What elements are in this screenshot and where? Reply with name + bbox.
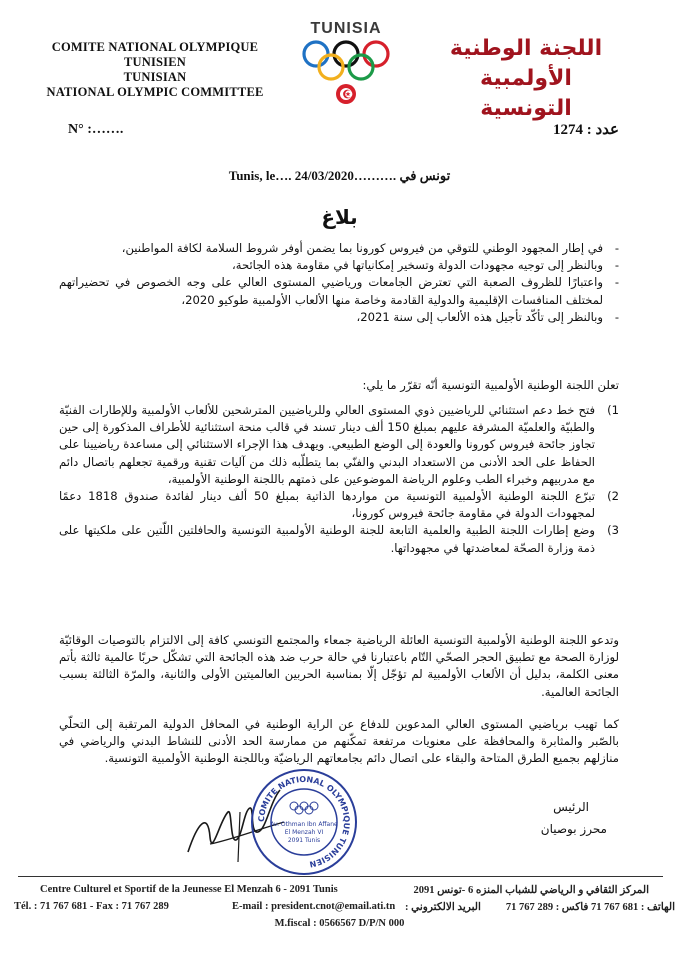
decisions-list: [59, 402, 619, 557]
stamp-address-line1: Av. Othman Ibn Affane: [270, 821, 338, 828]
footer-phone-ar: الهاتف : 681 767 71 فاكس : 289 767 71: [505, 902, 675, 913]
logo-title: TUNISIA: [310, 20, 382, 37]
consideration-item: - واعتبارًا للظروف الصعبة التي تعترض الجامعات ورياضيي المستوى العالي على وجه الخصوص في تحضيراتهم لمختلف المنافسات الإقليمية والدولية القادمة وخاصة منها الألعاب الأولمبية طوكيو 2020،: [59, 274, 619, 308]
reference-number-fr: N° :…….: [68, 122, 124, 137]
decision-item: [59, 522, 619, 556]
considerations-list: [59, 240, 619, 326]
decision-text: وضع إطارات اللجنة الطبية والعلمية التابعة للجنة الوطنية الأولمبية التونسية والحافلتين اللّتين على ملكيتها على ذمة وزارة الصحّة لمعاضدتها في مجهوداتها.: [59, 523, 595, 555]
header-ar-line2: التونسية: [480, 96, 572, 121]
footer-fiscal-id: M.fiscal : 0566567 D/P/N 000: [274, 918, 405, 929]
header-en-line2: NATIONAL OLYMPIC COMMITTEE: [46, 85, 264, 99]
stamp-address-line2: El Menzah VI: [284, 829, 324, 836]
olympic-committee-logo: [296, 20, 396, 112]
olympic-rings-icon: [296, 38, 396, 108]
header-fr-line2: TUNISIEN: [123, 55, 187, 69]
footer-phone-fr: Tél. : 71 767 681 - Fax : 71 767 289: [14, 901, 169, 912]
decision-number: 3): [607, 523, 619, 538]
decision-item: [59, 402, 619, 488]
official-stamp: [248, 766, 360, 878]
footer: [0, 884, 679, 935]
header-en-line1: TUNISIAN: [123, 70, 187, 84]
decision-text: فتح خط دعم استثنائي للرياضيين ذوي المستوى العالي وللرياضيين المترشحين للألعاب الأولمبية وللإطارات الفنيّة والطبيّة والعلميّة المشرفة عليهم بمبلغ 150 ألف دينار تسند في قالب منحة استثنائية للأطراف المذكورة إلى حين تجاوز جائحة فيروس كورونا والعودة إلى الوضع الطبيعي. ويهدف هذا الإجراء الاستثنائي إلى مساعدة رياضيينا على الحفاظ على الحد الأدنى من الاستعداد البدني والفنّي بما يتطلّبه ذلك من آليات تقنية ورقمية تجعلهم باتصال دائم مع مدربيهم وخبراء الطب وعلوم الرياضة الموضوعين على ذمتهم باللجنة الوطنية الأولمبية،: [59, 403, 595, 486]
footer-email-ar: البريد الالكتروني :: [405, 902, 481, 913]
decision-number: 1): [607, 403, 619, 417]
tunisian-flag-emblem-icon: [336, 84, 356, 104]
decision-text: تبرّع اللجنة الوطنية الأولمبية التونسية من مواردها الذاتية بمبلغ 50 ألف دينار لفائدة صندوق 1818 دعمًا لمجهودات الدولة في مقاومة جائحة فيروس كورونا،: [59, 489, 595, 521]
footer-address-fr: Centre Culturel et Sportif de la Jeunesse El Menzah 6 - 2091 Tunis: [40, 884, 338, 895]
footer-email[interactable]: E-mail : president.cnot@email.ati.tn: [232, 901, 396, 912]
athletes-paragraph: كما تهيب برياضيي المستوى العالي المدعوين للدفاع عن الراية الوطنية في المحافل الدولية المرتقبة إلى التحلّي بالصّبر والمثابرة والمحافظة على معنويات مرتفعة تمكّنهم من ممارسة الحد الأدنى للنشاط البدني والرياضي في منازلهم بجميع الطرق المتاحة والبقاء على اتصال دائم بجامعاتهم الرياضيّة وباللجنة الوطنية الأولمبية التونسية.: [59, 717, 619, 766]
footer-address-ar: المركز الثقافي و الرياضي للشباب المنزه 6 -تونس 2091: [413, 885, 649, 896]
footer-divider: [18, 876, 663, 877]
header-arabic: [411, 34, 641, 124]
stamp-ring-text: COMITE NATIONAL OLYMPIQUE TUNISIEN: [256, 774, 352, 869]
signatory-name: محرز بوصيان: [540, 822, 607, 836]
stamp-address-line3: 2091 Tunis: [287, 837, 321, 844]
reference-number-ar: عدد : 1274: [553, 122, 619, 138]
consideration-item: - في إطار المجهود الوطني للتوقي من فيروس كورونا بما يضمن أوفر شروط السلامة لكافة المواطنين،: [59, 240, 619, 257]
consideration-item: - وبالنظر إلى تأكّد تأجيل هذه الألعاب إلى سنة 2021،: [59, 309, 619, 326]
communique-title: بلاغ: [321, 205, 358, 229]
consideration-item: - وبالنظر إلى توجيه مجهودات الدولة وتسخير إمكانياتها في مقاومة هذه الجائحة،: [59, 257, 619, 274]
header-fr-line1: COMITE NATIONAL OLYMPIQUE: [51, 40, 259, 54]
header-ar-line1: اللجنة الوطنية الأولمبية: [449, 36, 603, 91]
decision-intro: تعلن اللجنة الوطنية الأولمبية التونسية أنّه تقرّر ما يلي:: [362, 378, 619, 392]
decision-item: [59, 488, 619, 522]
header-french-english: [20, 40, 290, 100]
dateline: Tunis, le…. 24/03/2020………. تونس في: [228, 168, 451, 183]
decision-number: 2): [607, 489, 619, 504]
signatory-role: الرئيس: [553, 800, 589, 814]
stamp-olympic-rings-icon: [290, 802, 318, 814]
appeal-paragraph: وتدعو اللجنة الوطنية الأولمبية التونسية العائلة الرياضية جمعاء والمجتمع التونسي كافة إلى الالتزام بالتوصيات الوقائيّة لوزارة الصحة مع تطبيق الحجر الصحّي التّام باعتبارنا في حالة حرب ضد هذه الجائحة التي تشكّل حربًا عالمية ثالثة بأتم معنى الكلمة، بدليل أن الألعاب الأولمبية لم تؤجّل إلّا بمناسبة الحربين العالميتين الأولى والثانية، والمرّة الثالثة بسبب الجائحة العالمية.: [59, 633, 619, 699]
